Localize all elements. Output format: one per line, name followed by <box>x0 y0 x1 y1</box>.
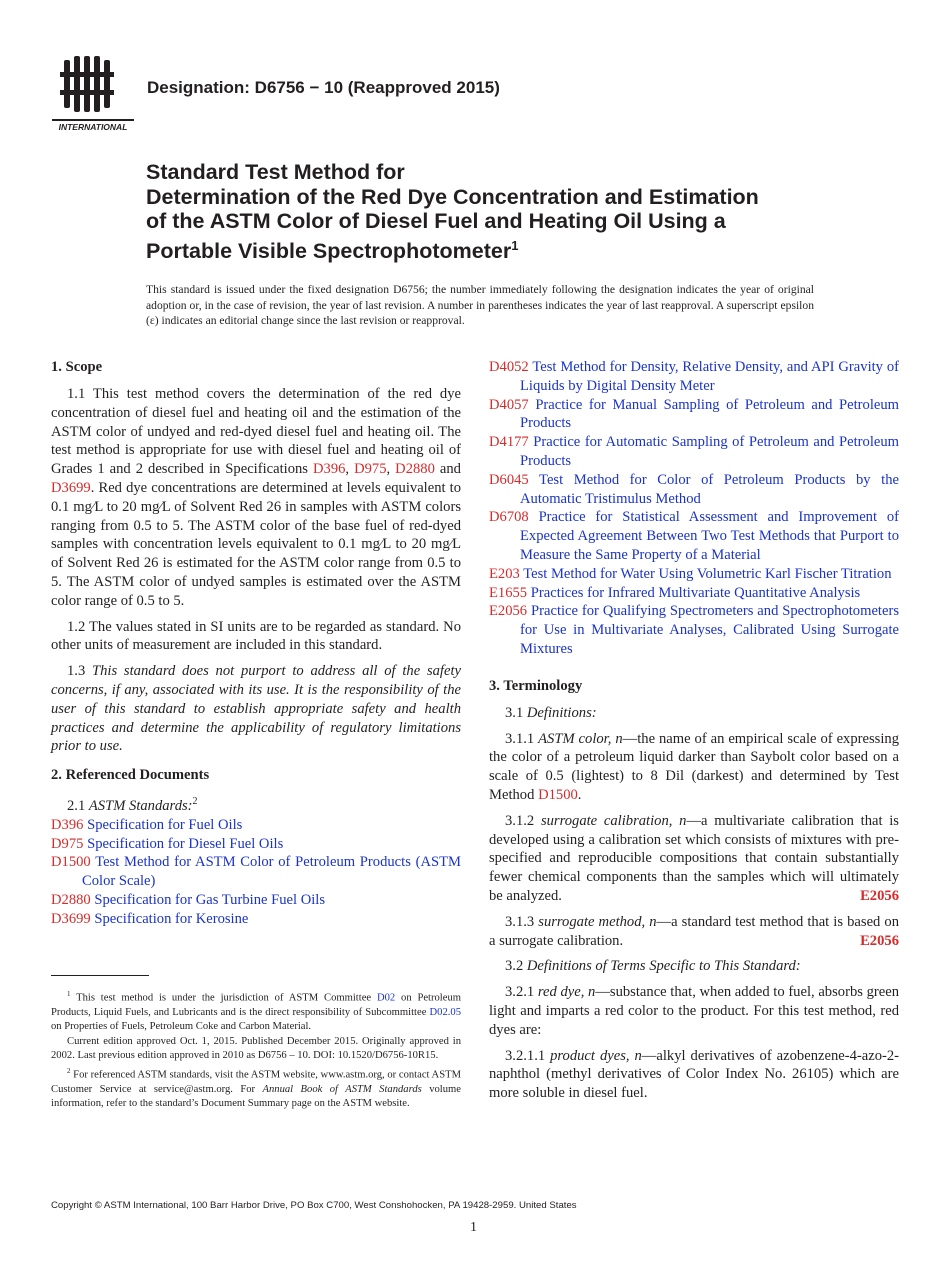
reference-code-link[interactable]: D4177 <box>489 434 529 451</box>
paragraph-3-2-1: 3.2.1 red dye, n—substance that, when added to fuel, absorbs green light and imparts a red color to the product. For this test method, red dyes are: <box>489 984 899 1038</box>
designation: Designation: D6756 − 10 (Reapproved 2015) <box>147 78 500 97</box>
section-heading-terminology: 3. Terminology <box>489 677 583 694</box>
reference-item <box>51 853 461 891</box>
reference-item <box>489 508 899 564</box>
document-title <box>146 160 826 263</box>
section-heading-referenced-documents: 2. Referenced Documents <box>51 767 210 784</box>
reference-item <box>51 835 461 854</box>
title-footnote-mark: 1 <box>511 237 519 253</box>
paragraph-3-1-3: 3.1.3 surrogate method, n—a standard test method that is based on a surrogate calibration. E2056 <box>489 913 900 949</box>
reference-code-link[interactable]: D2880 <box>51 891 91 908</box>
footnotes <box>51 987 461 1112</box>
reference-title-link[interactable]: Practice for Manual Sampling of Petroleum and Petroleum Products <box>520 396 899 432</box>
reference-item <box>489 565 899 584</box>
footnote-1: $^1$ This test method is under the jurisdiction of ASTM Committee D02 on Petroleum Products, Liquid Fuels, and Lubricants and is the direct responsibility of Subcommittee D02.05 on Properties of Fuels, Petroleum Coke and Carbon Material. <box>51 990 461 1032</box>
reference-code-link[interactable]: E203 <box>489 565 520 582</box>
title-line-1: Standard Test Method for <box>146 160 405 184</box>
reference-title-link[interactable]: Specification for Fuel Oils <box>87 816 243 833</box>
reference-code-link[interactable]: D6708 <box>489 509 529 526</box>
reference-code-link[interactable]: E1655 <box>489 584 528 601</box>
svg-text:INTERNATIONAL: INTERNATIONAL <box>58 122 128 132</box>
referenced-documents-list-right <box>489 358 899 659</box>
reference-item <box>489 471 899 509</box>
reference-title-link[interactable]: Practice for Statistical Assessment and Improvement of Expected Agreement Between Two Test Methods that Purport to Measure the Same Property of a Material <box>520 509 899 563</box>
reference-title-link[interactable]: Test Method for Density, Relative Density, and API Gravity of Liquids by Digital Density Meter <box>520 359 899 394</box>
title-line-3: of the ASTM Color of Diesel Fuel and Heating Oil Using a <box>146 209 726 233</box>
reference-title-link[interactable]: Test Method for Color of Petroleum Products by the Automatic Tristimulus Method <box>520 471 899 507</box>
reference-code-link[interactable]: D4057 <box>489 396 529 413</box>
referenced-documents-list-left <box>51 816 461 929</box>
reference-code-link[interactable]: D6045 <box>489 471 529 488</box>
reference-title-link[interactable]: Practice for Automatic Sampling of Petroleum and Petroleum Products <box>520 434 899 469</box>
paragraph-3-2-1-1: 3.2.1.1 product dyes, n—alkyl derivatives of azobenzene-4-azo-2-naphthol (methyl derivatives of Color Index No. 26105) which are more soluble in diesel fuel. <box>489 1047 900 1102</box>
reference-title-link[interactable]: Specification for Gas Turbine Fuel Oils <box>94 891 326 908</box>
reference-item <box>489 358 899 396</box>
reference-code-link[interactable]: D396 <box>51 816 84 833</box>
reference-title-link[interactable]: Practices for Infrared Multivariate Quantitative Analysis <box>530 584 861 601</box>
paragraph-3-1-1: 3.1.1 ASTM color, n—the name of an empirical scale of expressing the color of a petroleum liquid darker than Saybolt color based on a scale of 0.5 (lightest) to 8 Dil (darkest) and determined by Test Method D1500. <box>489 730 899 803</box>
reference-code-link[interactable]: E2056 <box>489 603 528 620</box>
designation-notice: This standard is issued under the fixed designation D6756; the number immediately following the designation indicates the year of original adoption or, in the case of revision, the year of last revision. A number in parentheses indicates the year of last reapproval. A superscript epsilon (ε) indicates an editorial change since the last revision or reapproval. <box>146 283 814 327</box>
reference-code-link[interactable]: D1500 <box>51 854 91 871</box>
right-column <box>489 358 899 1110</box>
ref-link-d2880[interactable]: D2880 <box>395 461 435 478</box>
astm-logo <box>52 56 134 132</box>
ref-link-d396[interactable]: D396 <box>312 461 346 478</box>
reference-code-link[interactable]: D3699 <box>51 910 91 927</box>
footnote-2: $^2$ For referenced ASTM standards, visit the ASTM website, www.astm.org, or contact ASTM Customer Service at service@astm.org. For Annual Book of ASTM Standards volume information, refer to the standard’s Document Summary page on the ASTM website. <box>51 1067 461 1109</box>
reference-title-link[interactable]: Test Method for Water Using Volumetric Karl Fischer Titration <box>523 565 892 582</box>
left-column <box>51 358 461 929</box>
ref-link-d3699[interactable]: D3699 <box>51 479 91 496</box>
ref-tag-e2056[interactable]: E2056 <box>860 932 899 949</box>
paragraph-1-3: 1.3 This standard does not purport to address all of the safety concerns, if any, associated with its use. It is the responsibility of the user of this standard to establish appropriate safety and health practices and determine the applicability of regulatory limitations prior to use. <box>51 663 461 755</box>
paragraph-3-1: 3.1 Definitions: <box>505 704 597 721</box>
reference-title-link[interactable]: Specification for Diesel Fuel Oils <box>87 835 284 852</box>
title-line-4: Portable Visible Spectrophotometer$^1$ <box>146 237 519 263</box>
ref-link-d975[interactable]: D975 <box>354 461 387 478</box>
committee-link-d02[interactable]: D02 <box>376 992 396 1004</box>
paragraph-2-1: 2.1 ASTM Standards:$^2$ <box>67 796 198 814</box>
footnote-divider <box>51 975 149 976</box>
reference-item <box>51 816 461 835</box>
title-line-2: Determination of the Red Dye Concentration and Estimation <box>146 184 759 209</box>
paragraph-3-1-2: 3.1.2 surrogate calibration, n—a multivariate calibration that is developed using a calibration set which consists of mixtures with pre-specified and reproducible compositions that contain substantially fewer chemical components than the samples which will ultimately be analyzed. E2056 <box>489 812 899 904</box>
footnote-1-edition: Current edition approved Oct. 1, 2015. Published December 2015. Originally approved in 2002. Last previous edition approved in 2010 as D6756 – 10. DOI: 10.1520/D6756-10R15. <box>51 1035 461 1061</box>
reference-title-link[interactable]: Test Method for ASTM Color of Petroleum Products (ASTM Color Scale) <box>82 854 461 890</box>
subcommittee-link-d02-05[interactable]: D02.05 <box>429 1006 461 1018</box>
section-heading-scope: 1. Scope <box>51 359 103 375</box>
paragraph-1-2: 1.2 The values stated in SI units are to be regarded as standard. No other units of measurement are included in this standard. <box>51 618 461 654</box>
reference-item <box>489 433 899 471</box>
reference-item <box>51 891 461 910</box>
reference-title-link[interactable]: Practice for Qualifying Spectrometers and Spectrophotometers for Use in Multivariate Analyses, Calibrated Using Surrogate Mixtures <box>520 603 899 657</box>
copyright-notice: Copyright © ASTM International, 100 Barr Harbor Drive, PO Box C700, West Conshohocken, PA 19428-2959. United States <box>51 1200 577 1211</box>
ref-tag-e2056[interactable]: E2056 <box>860 887 899 904</box>
paragraph-3-2: 3.2 Definitions of Terms Specific to This Standard: <box>505 958 801 975</box>
reference-item <box>489 584 899 603</box>
reference-code-link[interactable]: D975 <box>51 835 84 852</box>
page-number: 1 <box>470 1220 477 1235</box>
ref-link-d1500-terminology[interactable]: D1500 <box>538 786 578 803</box>
reference-title-link[interactable]: Specification for Kerosine <box>94 910 249 927</box>
reference-code-link[interactable]: D4052 <box>489 359 529 375</box>
reference-item <box>51 910 461 929</box>
paragraph-1-1: 1.1 This test method covers the determination of the red dye concentration of diesel fuel and heating oil and the estimation of the ASTM color of undyed and red-dyed diesel fuel and heating oil. The test method is appropriate for use with diesel fuel and heating oil of Grades 1 and 2 described in Specifications D396, D975, D2880 and D3699. Red dye concentrations are determined at levels equivalent to 0.1 mg⁄L to 20 mg⁄L of Solvent Red 26 in samples with ASTM colors ranging from 0.5 to 5. The ASTM color of the base fuel of red-dyed samples with concentration levels equivalent to 0.1 mg⁄L to 20 mg⁄L of Solvent Red 26 is estimated for the ASTM color range from 0.5 to 5. The ASTM color of undyed samples is estimated over the ASTM color range of 0.5 to 5. <box>51 386 461 609</box>
reference-item <box>489 602 899 658</box>
reference-item <box>489 396 899 434</box>
